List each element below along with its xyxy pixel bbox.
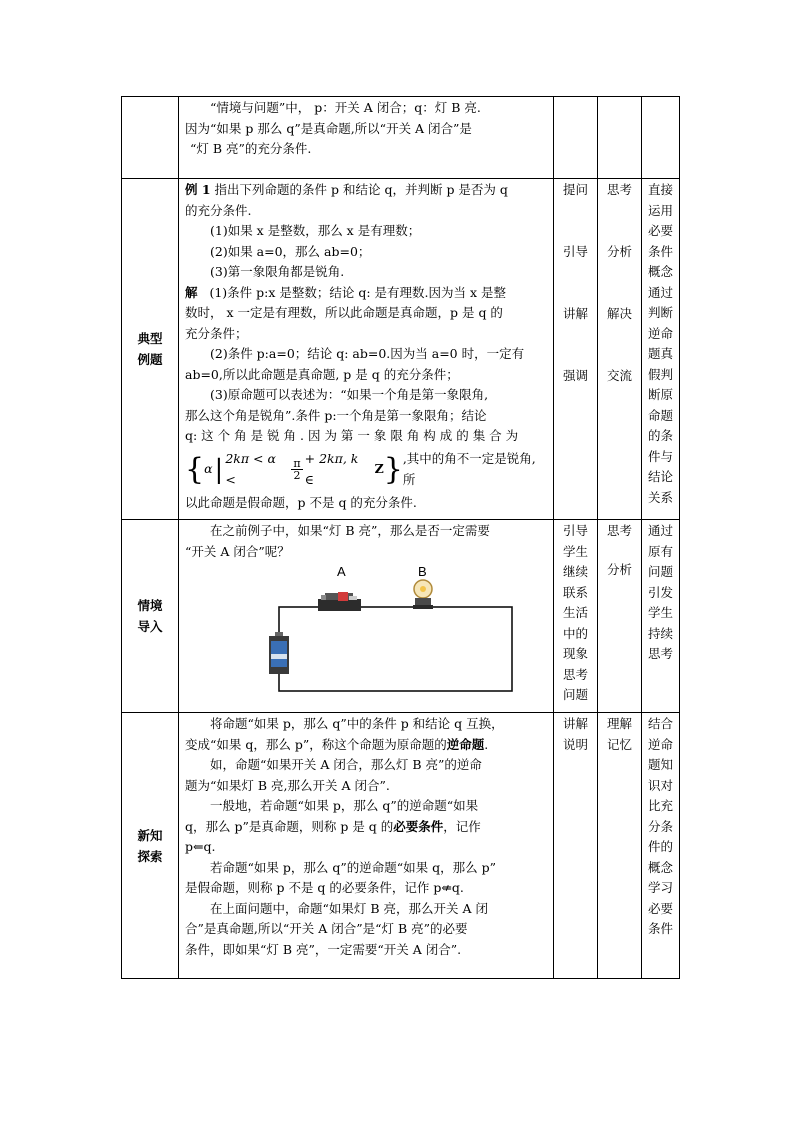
circuit-svg [185, 562, 535, 712]
student-activity: 理解 记忆 [598, 713, 642, 979]
section-cell [122, 97, 179, 179]
new-knowledge-content [179, 713, 554, 979]
text-line: 那么这个角是锐角”.条件 p:一个角是第一象限角；结论 [185, 407, 487, 423]
text-line: 充分条件； [185, 325, 248, 341]
text-line: 合”是真命题,所以“开关 A 闭合”是“灯 B 亮”的必要 [185, 921, 468, 936]
section-label: 典型 例题 [122, 179, 179, 520]
intent-cell [642, 97, 680, 179]
teacher-activity: 引导 学生 继续 联系 生活 中的 现象 思考 问题 [554, 520, 598, 713]
text-line: 将命题“如果 p，那么 q”中的条件 p 和结论 q 互换， [210, 716, 504, 731]
text-line: 以此命题是假命题，p 不是 q 的充分条件. [185, 494, 417, 510]
text-line: “灯 B 亮”的充分条件. [190, 141, 312, 156]
text-line: 如，命题“如果开关 A 闭合，那么灯 B 亮”的逆命 [210, 757, 482, 772]
fraction: $\frac{\pi}{2}$ [293, 457, 301, 482]
circuit-wire [279, 607, 512, 691]
teacher-activity: 讲解 说明 [554, 713, 598, 979]
row-context-recap [122, 97, 680, 179]
text-line: 条件，即如果“灯 B 亮”，一定需要“开关 A 闭合”. [185, 941, 462, 957]
teacher-activity: 提问 引导 讲解 强调 [554, 179, 598, 520]
text-line: ab=0,所以此命题是真命题, p 是 q 的充分条件； [185, 366, 459, 382]
design-intent: 结合 逆命 题知 识对 比充 分条 件的 概念 学习 必要 条件 [642, 713, 680, 979]
text-line: 是假命题，则称 p 不是 q 的必要条件，记作 p⇍q. [185, 880, 464, 895]
example-title: 例 1 指出下列命题的条件 p 和结论 q，并判断 p 是否为 q [185, 182, 508, 197]
label-a: A [337, 564, 346, 579]
text-line: 题为“如果灯 B 亮,那么开关 A 闭合”. [185, 777, 390, 793]
example-content [179, 179, 554, 520]
bulb-icon [413, 580, 433, 609]
content-cell [179, 97, 554, 179]
section-label: 新知 探索 [122, 713, 179, 979]
lesson-plan-table [121, 96, 680, 979]
text-line: 在之前例子中，如果“灯 B 亮”，那么是否一定需要 [210, 523, 490, 538]
text-line: 因为“如果 p 那么 q”是真命题,所以“开关 A 闭合”是 [185, 120, 472, 136]
text-line: 一般地，若命题“如果 p，那么 q”的逆命题“如果 [210, 798, 479, 813]
battery-icon [269, 632, 289, 674]
example-item: (2)如果 a=0，那么 ab=0； [210, 243, 371, 259]
teacher-cell [554, 97, 598, 179]
circuit-diagram [185, 562, 535, 712]
text-line: 数时， x 一定是有理数，所以此命题是真命题，p 是 q 的 [185, 305, 503, 320]
design-intent: 直接 运用 必要 条件 概念 通过 判断 逆命 题真 假判 断原 命题 的条 件与 结论 关系 [642, 179, 680, 520]
student-activity: 思考 分析 解决 交流 [598, 179, 642, 520]
section-label: 情境 导入 [122, 520, 179, 713]
example-item: (1)如果 x 是整数，那么 x 是有理数； [210, 223, 421, 238]
text-line: 的充分条件. [185, 202, 252, 218]
text-line: “开关 A 闭合”呢？ [185, 543, 290, 559]
set-expression-line: { α | 2kπ < α < $\frac{\pi}{2}$ + 2kπ, k ∈ Z } ,其中的角不一定是锐角,所 [185, 447, 547, 493]
text-line: q，那么 p”是真命题，则称 p 是 q 的必要条件，记作 [185, 818, 481, 834]
text-line: p⇐q. [185, 839, 216, 854]
text-line: q: 这 个 角 是 锐 角 . 因 为 第 一 象 限 角 构 成 的 集 合 为 [185, 428, 519, 443]
student-activity: 思考 分析 [598, 520, 642, 713]
student-cell [598, 97, 642, 179]
design-intent: 通过 原有 问题 引发 学生 持续 思考 [642, 520, 680, 713]
intro-content [179, 520, 554, 713]
text-line: 若命题“如果 p，那么 q”的逆命题“如果 q，那么 p” [210, 859, 496, 875]
text-line: (3)原命题可以表述为：“如果一个角是第一象限角, [210, 387, 489, 402]
set-expression: { α | 2kπ < α < $\frac{\pi}{2}$ + 2kπ, k ∈ Z } [185, 451, 403, 487]
row-context-intro [122, 520, 680, 713]
row-typical-example [122, 179, 680, 520]
text-line: (2)条件 p:a=0；结论 q: ab=0.因为当 a=0 时，一定有 [210, 346, 525, 361]
example-item: (3)第一象限角都是锐角. [210, 264, 345, 279]
label-b: B [418, 564, 427, 579]
solution-line: 解 (1)条件 p:x 是整数；结论 q: 是有理数.因为当 x 是整 [185, 284, 506, 300]
text-line: 变成“如果 q，那么 p”，称这个命题为原命题的逆命题. [185, 736, 489, 752]
text-line: 在上面问题中，命题“如果灯 B 亮，那么开关 A 闭 [210, 900, 488, 916]
switch-icon [318, 592, 361, 611]
row-new-knowledge [122, 713, 680, 979]
text-line: “情境与问题”中， p：开关 A 闭合；q：灯 B 亮. [210, 100, 481, 115]
